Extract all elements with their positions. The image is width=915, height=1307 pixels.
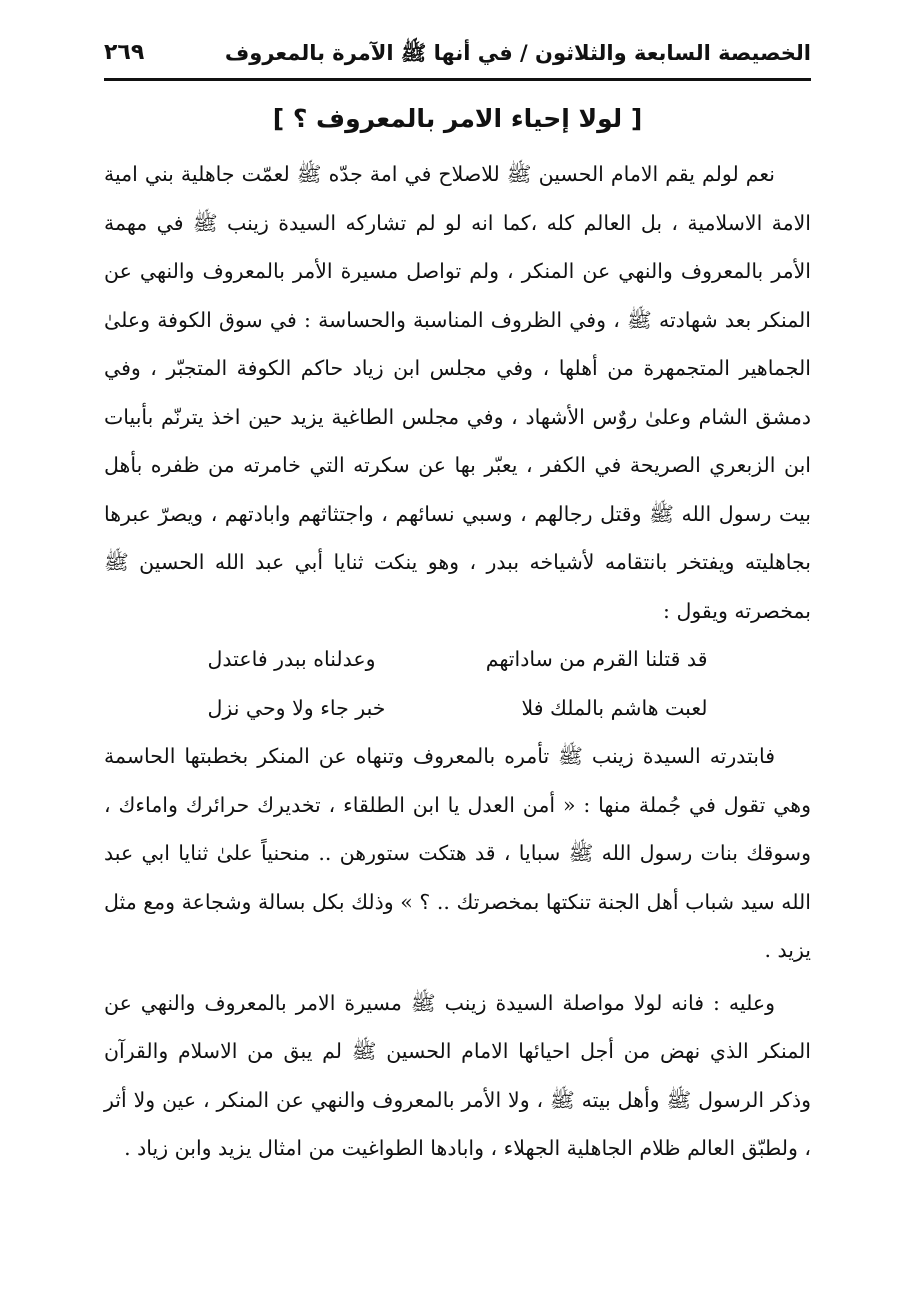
body-text	[104, 150, 811, 1173]
running-header	[104, 38, 811, 81]
page-number: ٢٦٩	[104, 40, 145, 65]
paragraph-3: وعليه : فانه لولا مواصلة السيدة زينب ﷺ مسيرة الامر بالمعروف والنهي عن المنكر الذي نهض من أجل احيائها الامام الحسين ﷺ لم يبق من الاسلام والقرآن وذكر الرسول ﷺ وأهل بيته ﷺ ، ولا الأمر بالمعروف والنهي عن المنكر ، عين ولا أثر ، ولطبّق العالم ظلام الجاهلية الجهلاء ، وابادها الطواغيت من امثال يزيد وابن زياد .	[104, 990, 811, 1160]
running-header-title: الخصيصة السابعة والثلاثون / في أنها ﷺ الآمرة بالمعروف	[224, 41, 811, 65]
paragraph-1: نعم لولم يقم الامام الحسين ﷺ للاصلاح في امة جدّه ﷺ لعمّت جاهلية بني امية الامة الاسلامية ، بل العالم كله ،كما انه لو لم تشاركه السيدة زينب ﷺ في مهمة الأمر بالمعروف والنهي عن المنكر ، ولم تواصل مسيرة الأمر بالمعروف والنهي عن المنكر بعد شهادته ﷺ ، وفي الظروف المناسبة والحساسة : في سوق الكوفة وعلىٰ الجماهير المتجمهرة من أهلها ، وفي مجلس ابن زياد حاكم الكوفة المتجبّر ، وفي دمشق الشام وعلىٰ روٌس الأشهاد ، وفي مجلس الطاغية يزيد حين اخذ يترنّم بأبيات ابن الزبعري الصريحة في الكفر ، يعبّر بها عن سكرته التي خامرته من ظفره بأهل بيت رسول الله ﷺ وقتل رجالهم ، وسبي نسائهم ، واجتثاثهم وابادتهم ، ويصرّ عبرها بجاهليته ويفتخر بانتقامه لأشياخه ببدر ، وهو ينكت ثنايا أبي عبد الله الحسين ﷺ بمخصرته ويقول :	[104, 162, 811, 623]
poem-verse-2-first-hemistich: لعبت هاشم بالملك فلا	[521, 695, 708, 720]
poem-verse-2	[208, 684, 708, 733]
poem	[208, 635, 708, 732]
poem-verse-1	[208, 635, 708, 684]
poem-verse-1-second-hemistich: وعدلناه ببدر فاعتدل	[207, 647, 376, 671]
poem-verse-2-second-hemistich: خبر جاء ولا وحي نزل	[207, 695, 386, 720]
section-title: [ لولا إحياء الامر بالمعروف ؟ ]	[272, 104, 643, 133]
paragraph-2: فابتدرته السيدة زينب ﷺ تأمره بالمعروف وتنهاه عن المنكر بخطبتها الحاسمة وهي تقول في جُملة منها : « أمن العدل يا ابن الطلقاء ، تخديرك حرائرك واماءك ، وسوقك بنات رسول الله ﷺ سبايا ، قد هتكت ستورهن .. منحنياً علىٰ ثنايا ابي عبد الله سيد شباب أهل الجنة تنكتها بمخصرتك .. ؟ » وذلك بكل بسالة وشجاعة ومع مثل يزيد .	[104, 744, 811, 962]
poem-verse-1-first-hemistich: قد قتلنا القرم من ساداتهم	[485, 647, 708, 671]
